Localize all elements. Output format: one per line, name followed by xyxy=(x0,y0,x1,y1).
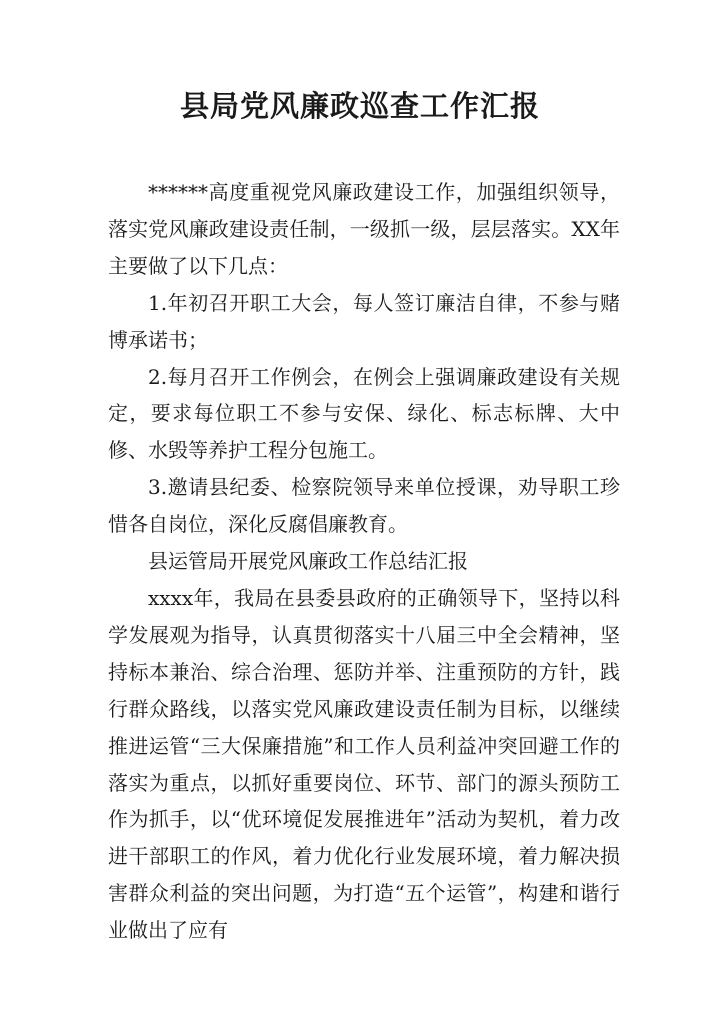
paragraph-item-2: 2.每月召开工作例会，在例会上强调廉政建设有关规定，要求每位职工不参与安保、绿化、标志标牌、大中修、水毁等养护工程分包施工。 xyxy=(108,364,620,463)
document-body xyxy=(108,174,620,949)
document-title: 县局党风廉政巡查工作汇报 xyxy=(179,89,540,123)
paragraph-item-3: 3.邀请县纪委、检察院领导来单位授课，劝导职工珍惜各自岗位，深化反腐倡廉教育。 xyxy=(108,475,620,537)
section-heading: 县运管局开展党风廉政工作总结汇报 xyxy=(148,549,468,574)
paragraph-summary: xxxx年，我局在县委县政府的正确领导下，坚持以科学发展观为指导，认真贯彻落实十八届三中全会精神，坚持标本兼治、综合治理、惩防并举、注重预防的方针，践行群众路线，以落实党风廉政建设责任制为目标，以继续推进运管“三大保廉措施”和工作人员利益冲突回避工作的落实为重点，以抓好重要岗位、环节、部门的源头预防工作为抓手，以“优环境促发展推进年”活动为契机，着力改进干部职工的作风，着力优化行业发展环境，着力解决损害群众利益的突出问题，为打造“五个运管”，构建和谐行业做出了应有 xyxy=(108,585,620,943)
paragraph-item-1: 1.年初召开职工大会，每人签订廉洁自律，不参与赌博承诺书； xyxy=(108,290,620,352)
paragraph-intro: ******高度重视党风廉政建设工作，加强组织领导，落实党风廉政建设责任制，一级抓一级，层层落实。XX年主要做了以下几点： xyxy=(108,180,620,278)
